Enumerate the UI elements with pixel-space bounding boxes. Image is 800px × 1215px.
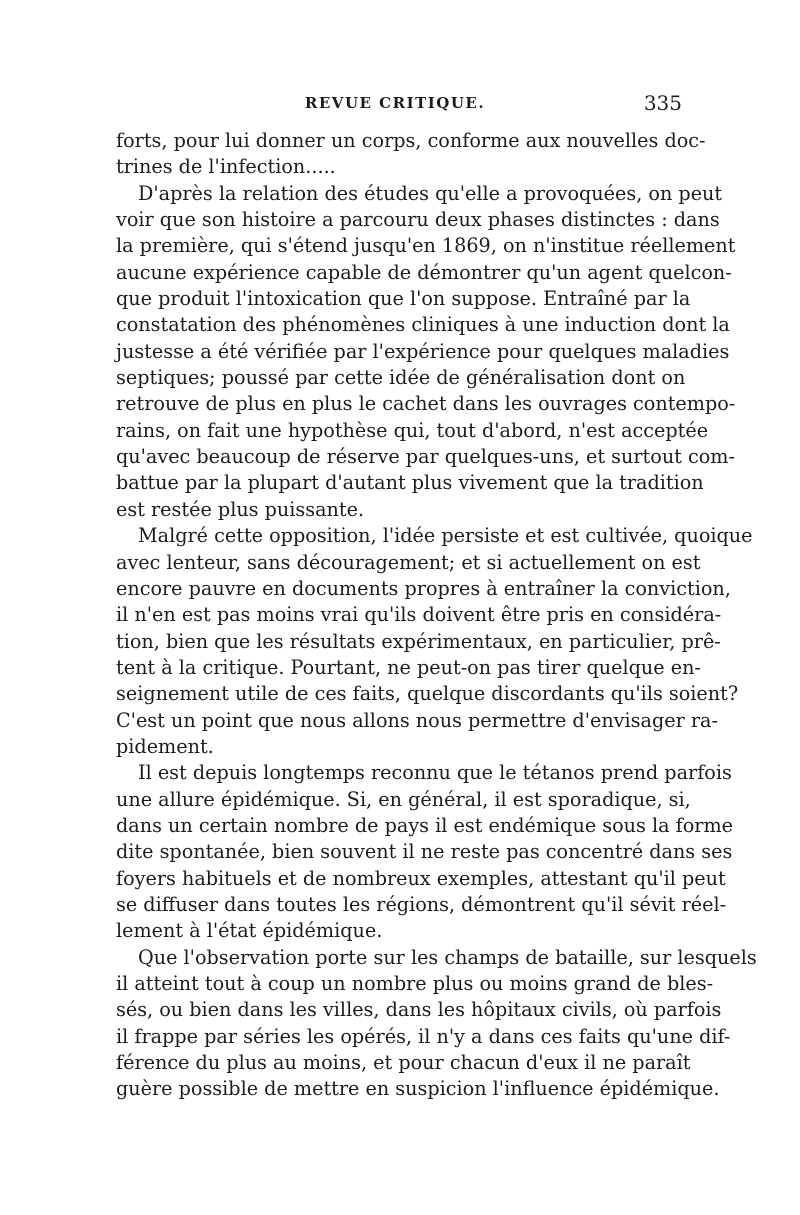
body-text [116,128,757,1103]
text-line: voir que son histoire a parcouru deux phases distinctes : dans [116,208,720,232]
text-line: C'est un point que nous allons nous permettre d'envisager ra- [116,708,718,732]
text-line: retrouve de plus en plus le cachet dans les ouvrages contempo- [116,392,736,416]
text-line: que produit l'intoxication que l'on suppose. Entraîné par la [116,287,691,311]
text-line: justesse a été vérifiée par l'expérience pour quelques maladies [116,339,730,363]
running-title: REVUE CRITIQUE. [304,94,486,112]
text-line: forts, pour lui donner un corps, conforme aux nouvelles doc- [116,129,706,152]
paragraph [116,128,706,181]
text-line: lement à l'état épidémique. [116,919,383,943]
text-line: la première, qui s'étend jusqu'en 1869, on n'institue réellement [116,234,736,258]
text-line: tion, bien que les résultats expérimentaux, en particulier, prê- [116,629,721,653]
paragraph [116,760,734,944]
text-line: il atteint tout à coup un nombre plus ou moins grand de bles- [116,972,714,995]
text-line: se diffuser dans toutes les régions, démontrent qu'il sévit réel- [116,892,727,916]
text-line: encore pauvre en documents propres à entraîner la conviction, [116,576,731,600]
text-line: une allure épidémique. Si, en général, il est sporadique, si, [116,787,691,811]
text-line: avec lenteur, sans découragement; et si actuellement on est [116,550,701,574]
text-line: rains, on fait une hypothèse qui, tout d'abord, n'est acceptée [116,418,709,442]
text-line: sés, ou bien dans les villes, dans les hôpitaux civils, où parfois [116,998,722,1022]
text-line: il n'en est pas moins vrai qu'ils doivent être pris en considéra- [116,603,722,627]
paragraph [116,523,753,760]
text-line: aucune expérience capable de démontrer qu'un agent quelcon- [116,260,732,284]
text-line: Il est depuis longtemps reconnu que le tétanos prend parfois [138,761,732,785]
text-line: foyers habituels et de nombreux exemples, attestant qu'il peut [116,866,726,890]
text-line: il frappe par séries les opérés, il n'y a dans ces faits qu'une dif- [116,1024,731,1048]
running-head [108,91,682,122]
paragraph [116,945,757,1103]
text-line: férence du plus au moins, et pour chacun d'eux il ne paraît [116,1051,691,1075]
text-line: battue par la plupart d'autant plus vivement que la tradition [116,471,704,495]
text-line: Que l'observation porte sur les champs de bataille, sur lesquels [138,945,757,969]
text-line: dans un certain nombre de pays il est endémique sous la forme [116,813,734,837]
text-line: dite spontanée, bien souvent il ne reste pas concentré dans ses [116,840,733,864]
text-line: Malgré cette opposition, l'idée persiste et est cultivée, quoique [138,524,753,548]
text-line: septiques; poussé par cette idée de généralisation dont on [116,366,686,390]
paragraph [116,181,736,523]
text-line: guère possible de mettre en suspicion l'influence épidémique. [116,1077,720,1101]
text-line: pidement. [116,734,214,758]
text-line: tent à la critique. Pourtant, ne peut-on pas tirer quelque en- [116,655,701,679]
text-line: est restée plus puissante. [116,497,365,521]
text-line: qu'avec beaucoup de réserve par quelques-uns, et surtout com- [116,445,735,469]
page-number: 335 [643,91,682,115]
text-line: D'après la relation des études qu'elle a provoquées, on peut [138,181,723,205]
text-line: trines de l'infection..... [116,155,336,179]
text-line: seignement utile de ces faits, quelque discordants qu'ils soient? [116,682,739,706]
text-line: constatation des phénomènes cliniques à une induction dont la [116,313,730,337]
